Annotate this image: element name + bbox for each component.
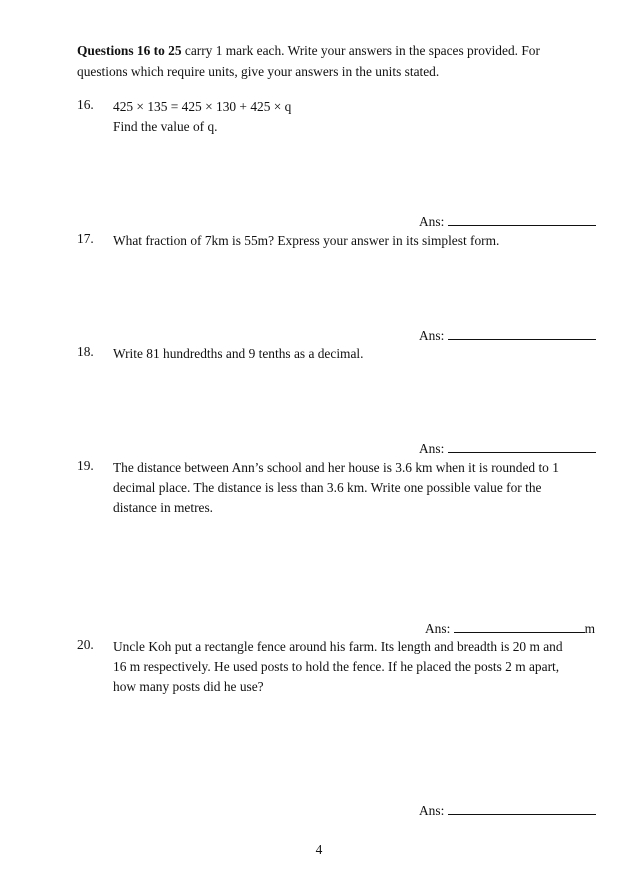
question-17-answer	[419, 327, 596, 344]
question-19-line-2: decimal place. The distance is less than 3.6 km. Write one possible value for the	[113, 480, 542, 495]
question-18-answer-label: Ans:	[419, 441, 445, 456]
question-16-line-2: Find the value of q.	[113, 119, 218, 134]
question-20-number: 20.	[77, 637, 94, 652]
question-18-line-1: Write 81 hundredths and 9 tenths as a decimal.	[113, 346, 364, 361]
question-16-number: 16.	[77, 97, 94, 112]
question-17-number: 17.	[77, 231, 94, 246]
question-20-answer-blank[interactable]	[448, 802, 596, 815]
question-17-line-1: What fraction of 7km is 55m? Express your answer in its simplest form.	[113, 233, 500, 248]
question-20-line-1: Uncle Koh put a rectangle fence around his farm. Its length and breadth is 20 m and	[113, 639, 563, 654]
question-18-answer	[419, 440, 596, 457]
question-19-answer-unit: m	[584, 621, 596, 636]
question-20-line-2: 16 m respectively. He used posts to hold the fence. If he placed the posts 2 m apart,	[113, 659, 560, 674]
question-20-answer-label: Ans:	[419, 803, 445, 818]
question-19-line-1: The distance between Ann’s school and her house is 3.6 km when it is rounded to 1	[113, 460, 559, 475]
question-16-answer	[419, 213, 596, 230]
page-number: 4	[315, 842, 323, 857]
question-16-text	[113, 97, 603, 137]
question-18-text	[113, 344, 603, 364]
instructions-text: carry 1 mark each. Write your answers in the spaces provided. For	[181, 43, 540, 58]
instructions	[77, 40, 597, 82]
question-19-text	[113, 458, 603, 518]
question-19-answer	[425, 620, 595, 637]
instructions-line2: questions which require units, give your answers in the units stated.	[77, 64, 440, 79]
question-20-text	[113, 637, 603, 697]
question-17-text	[113, 231, 603, 251]
question-17-answer-blank[interactable]	[448, 327, 596, 340]
question-19-number: 19.	[77, 458, 94, 473]
question-20-line-3: how many posts did he use?	[113, 679, 264, 694]
question-16-answer-label: Ans:	[419, 214, 445, 229]
question-17-answer-label: Ans:	[419, 328, 445, 343]
question-19-line-3: distance in metres.	[113, 500, 214, 515]
question-19-answer-blank[interactable]	[454, 620, 585, 633]
question-20-answer	[419, 802, 596, 819]
question-16-answer-blank[interactable]	[448, 213, 596, 226]
question-19-answer-label: Ans:	[425, 621, 451, 636]
question-16-line-1: 425 × 135 = 425 × 130 + 425 × q	[113, 99, 292, 114]
question-18-number: 18.	[77, 344, 94, 359]
question-18-answer-blank[interactable]	[448, 440, 596, 453]
instructions-bold: Questions 16 to 25	[77, 43, 182, 58]
